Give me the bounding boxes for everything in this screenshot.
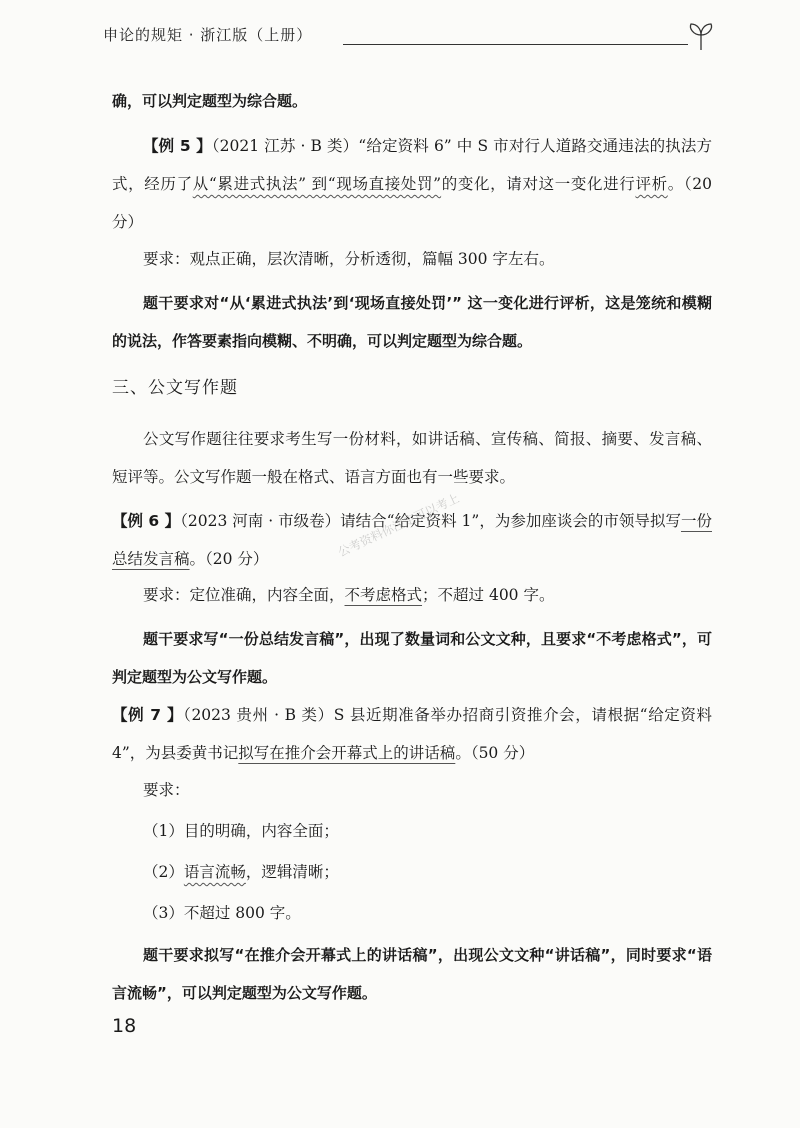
running-header (103, 22, 713, 52)
example-6-analysis: 题干要求写“一份总结发言稿”，出现了数量词和公文文种，且要求“不考虑格式”，可判定题型为公文写作题。 (112, 630, 712, 686)
example-7-req-3: （3）不超过 800 字。 (143, 904, 301, 922)
example-5-highlight-2: 评析 (635, 175, 668, 193)
example-5-requirements: 要求：观点正确，层次清晰，分析透彻，篇幅 300 字左右。 (143, 250, 555, 268)
example-7-highlight: 拟写在推介会开幕式上的讲话稿 (238, 744, 456, 762)
example-6-question: 【例 6 】（2023 河南 · 市级卷）请结合“给定资料 1”，为参加座谈会的市领导拟写一份总结发言稿。（20 分） (112, 512, 712, 568)
sprout-icon (683, 22, 719, 52)
example-6-requirements: 要求：定位准确，内容全面，不考虑格式；不超过 400 字。 (143, 586, 555, 604)
page-number: 18 (112, 1015, 137, 1037)
example-7-req-2: （2）语言流畅，逻辑清晰； (143, 863, 339, 881)
example-7-req-highlight: 语言流畅 (183, 863, 246, 881)
header-rule (343, 44, 688, 45)
example-6-highlight: 一份总结发言稿 (112, 512, 712, 568)
example-5-question: 【例 5 】（2021 江苏 · B 类）“给定资料 6” 中 S 市对行人道路交通违法的执法方式，经历了从“累进式执法” 到“现场直接处罚”的变化，请对这一变化进行评析。（20 分） (112, 137, 713, 231)
example-6-tag: 【例 6 】 (112, 512, 181, 530)
section-heading: 三、公文写作题 (112, 378, 238, 398)
header-title: 申论的规矩 · 浙江版（上册） (103, 26, 313, 44)
section-3-intro: 公文写作题往往要求考生写一份材料，如讲话稿、宣传稿、简报、摘要、发言稿、短评等。公文写作题一般在格式、语言方面也有一些要求。 (112, 430, 712, 486)
example-7-tag: 【例 7 】 (112, 706, 184, 724)
paragraph-continued: 确，可以判定题型为综合题。 (112, 92, 308, 110)
example-7-analysis: 题干要求拟写“在推介会开幕式上的讲话稿”，出现公文文种“讲话稿”，同时要求“语言流畅”，可以判定题型为公文写作题。 (112, 946, 712, 1002)
example-5-tag: 【例 5 】 (143, 137, 212, 155)
example-7-requirements-label: 要求： (143, 781, 190, 799)
example-7-req-1: （1）目的明确，内容全面； (143, 822, 339, 840)
example-5-highlight-1: 从“累进式执法” 到“现场直接处罚” (192, 175, 442, 193)
example-6-req-highlight: 不考虑格式 (344, 586, 423, 604)
example-5-analysis: 题干要求对“从‘累进式执法’到‘现场直接处罚’” 这一变化进行评析，这是笼统和模糊的说法，作答要素指向模糊、不明确，可以判定题型为综合题。 (112, 294, 712, 350)
example-7-question: 【例 7 】（2023 贵州 · B 类）S 县近期准备举办招商引资推介会，请根据“给定资料 4”，为县委黄书记拟写在推介会开幕式上的讲话稿。（50 分） (112, 706, 713, 762)
watermark-text: 公考资料你注定可以考上 (335, 491, 462, 560)
